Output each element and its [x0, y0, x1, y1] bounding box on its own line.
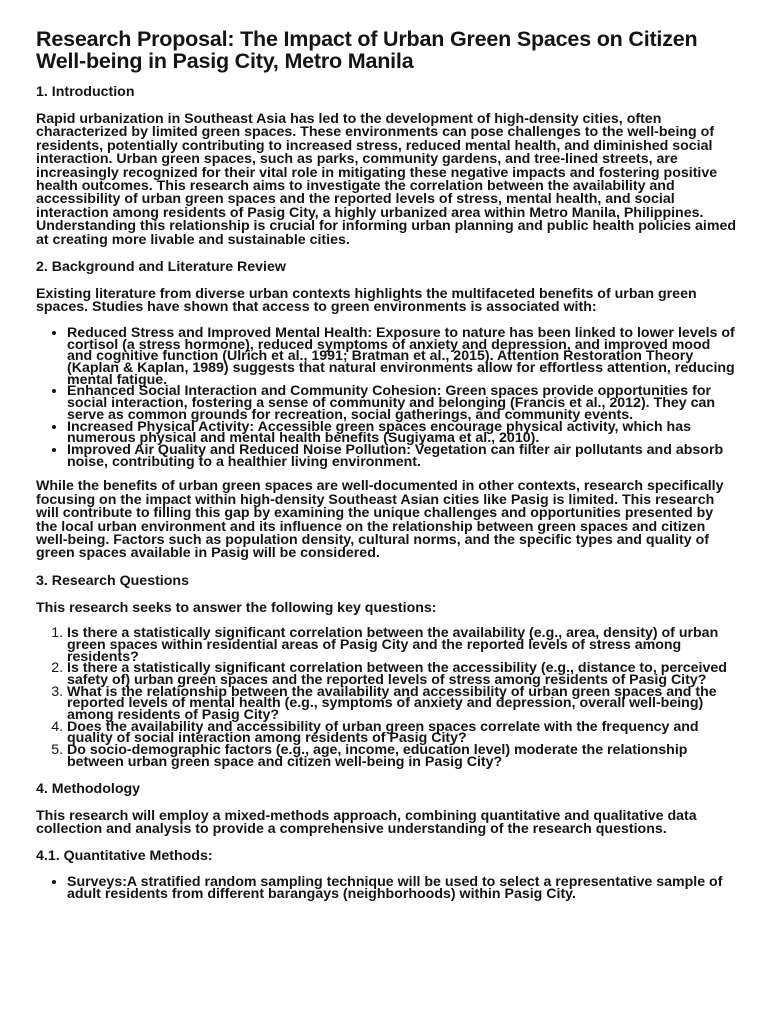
quantitative-methods-list [36, 874, 736, 903]
list-item: • Increased Physical Activity: Accessible green spaces encourage physical activity, which has numerous physical and mental health benefits (Sugiyama et al., 2010). [67, 422, 736, 445]
list-item: 5. Do socio-demographic factors (e.g., age, income, education level) moderate the relationship between urban green space and citizen well-being in Pasig City? [67, 745, 736, 768]
introduction-paragraph: Rapid urbanization in Southeast Asia has led to the development of high-density cities, often characterized by limited green spaces. These environments can pose challenges to the well-being of residents, potentially contributing to increased stress, reduced mental health, and diminished social interaction. Urban green spaces, such as parks, community gardens, and tree-lined streets, are increasingly recognized for their vital role in mitigating these negative impacts and fostering positive health outcomes. This research aims to investigate the correlation between the availability and accessibility of urban green spaces and the reported levels of stress, mental health, and social interaction among residents of Pasig City, a highly urbanized area within Metro Manila, Philippines. Understanding this relationship is crucial for informing urban planning and public health policies aimed at creating more livable and sustainable cities. [36, 111, 736, 248]
list-item: 4. Does the availability and accessibility of urban green spaces correlate with the frequency and quality of social interaction among residents of Pasig City? [67, 722, 736, 745]
section-heading-research-questions: 3. Research Questions [36, 572, 189, 589]
background-intro-paragraph: Existing literature from diverse urban contexts highlights the multifaceted benefits of urban green spaces. Studies have shown that access to green environments is associated with: [36, 286, 697, 316]
list-item: 3. What is the relationship between the availability and accessibility of urban green spaces and the reported levels of mental health (e.g., symptoms of anxiety and depression, overall well-being) among residents of Pasig City? [67, 687, 736, 722]
research-questions-list [36, 625, 736, 770]
document-page [36, 28, 736, 913]
background-closing-paragraph: While the benefits of urban green spaces are well-documented in other contexts, research specifically focusing on the impact within high-density Southeast Asian cities like Pasig is limited. This research will contribute to filling this gap by examining the unique challenges and opportunities presented by the local urban environment and its influence on the relationship between green spaces and citizen well-being. Factors such as population density, cultural norms, and the specific types and quality of green spaces available in Pasig will be considered. [36, 478, 724, 562]
section-heading-introduction: 1. Introduction [36, 84, 135, 100]
list-item: • Reduced Stress and Improved Mental Health: Exposure to nature has been linked to lower levels of cortisol (a stress hormone), reduced symptoms of anxiety and depression, and improved mood and cognitive function (Ulrich et al., 1991; Bratman et al., 2015). Attention Restoration Theory (Kaplan & Kaplan, 1989) suggests that natural environments allow for effortless attention, reducing mental fatigue. [67, 328, 736, 387]
methodology-paragraph: This research will employ a mixed-methods approach, combining quantitative and qualitative data collection and analysis to provide a comprehensive understanding of the research questions. [36, 807, 697, 837]
questions-intro-paragraph: This research seeks to answer the following key questions: [36, 599, 437, 616]
list-item: • Surveys:A stratified random sampling technique will be used to select a representative sample of adult residents from different barangays (neighborhoods) within Pasig City. [67, 877, 736, 900]
list-item: • Improved Air Quality and Reduced Noise Pollution: Vegetation can filter air pollutants and absorb noise, contributing to a healthier living environment. [67, 445, 736, 468]
subsection-heading-quantitative-methods: 4.1. Quantitative Methods: [36, 848, 213, 865]
section-heading-background: 2. Background and Literature Review [36, 259, 286, 276]
section-heading-methodology: 4. Methodology [36, 780, 141, 797]
benefits-list [36, 324, 736, 470]
list-item: • Enhanced Social Interaction and Community Cohesion: Green spaces provide opportunities for social interaction, fostering a sense of community and belonging (Francis et al., 2012). They can serve as common grounds for recreation, social gatherings, and community events. [67, 386, 736, 421]
list-item: 1. Is there a statistically significant correlation between the availability (e.g., area, density) of urban green spaces within residential areas of Pasig City and the reported levels of stress among residents? [67, 628, 736, 663]
document-title: Research Proposal: The Impact of Urban Green Spaces on Citizen Well-being in Pasig City, Metro Manila [36, 27, 698, 73]
list-item: 2. Is there a statistically significant correlation between the accessibility (e.g., distance to, perceived safety of) urban green spaces and the reported levels of stress among residents of Pasig City? [67, 663, 736, 686]
